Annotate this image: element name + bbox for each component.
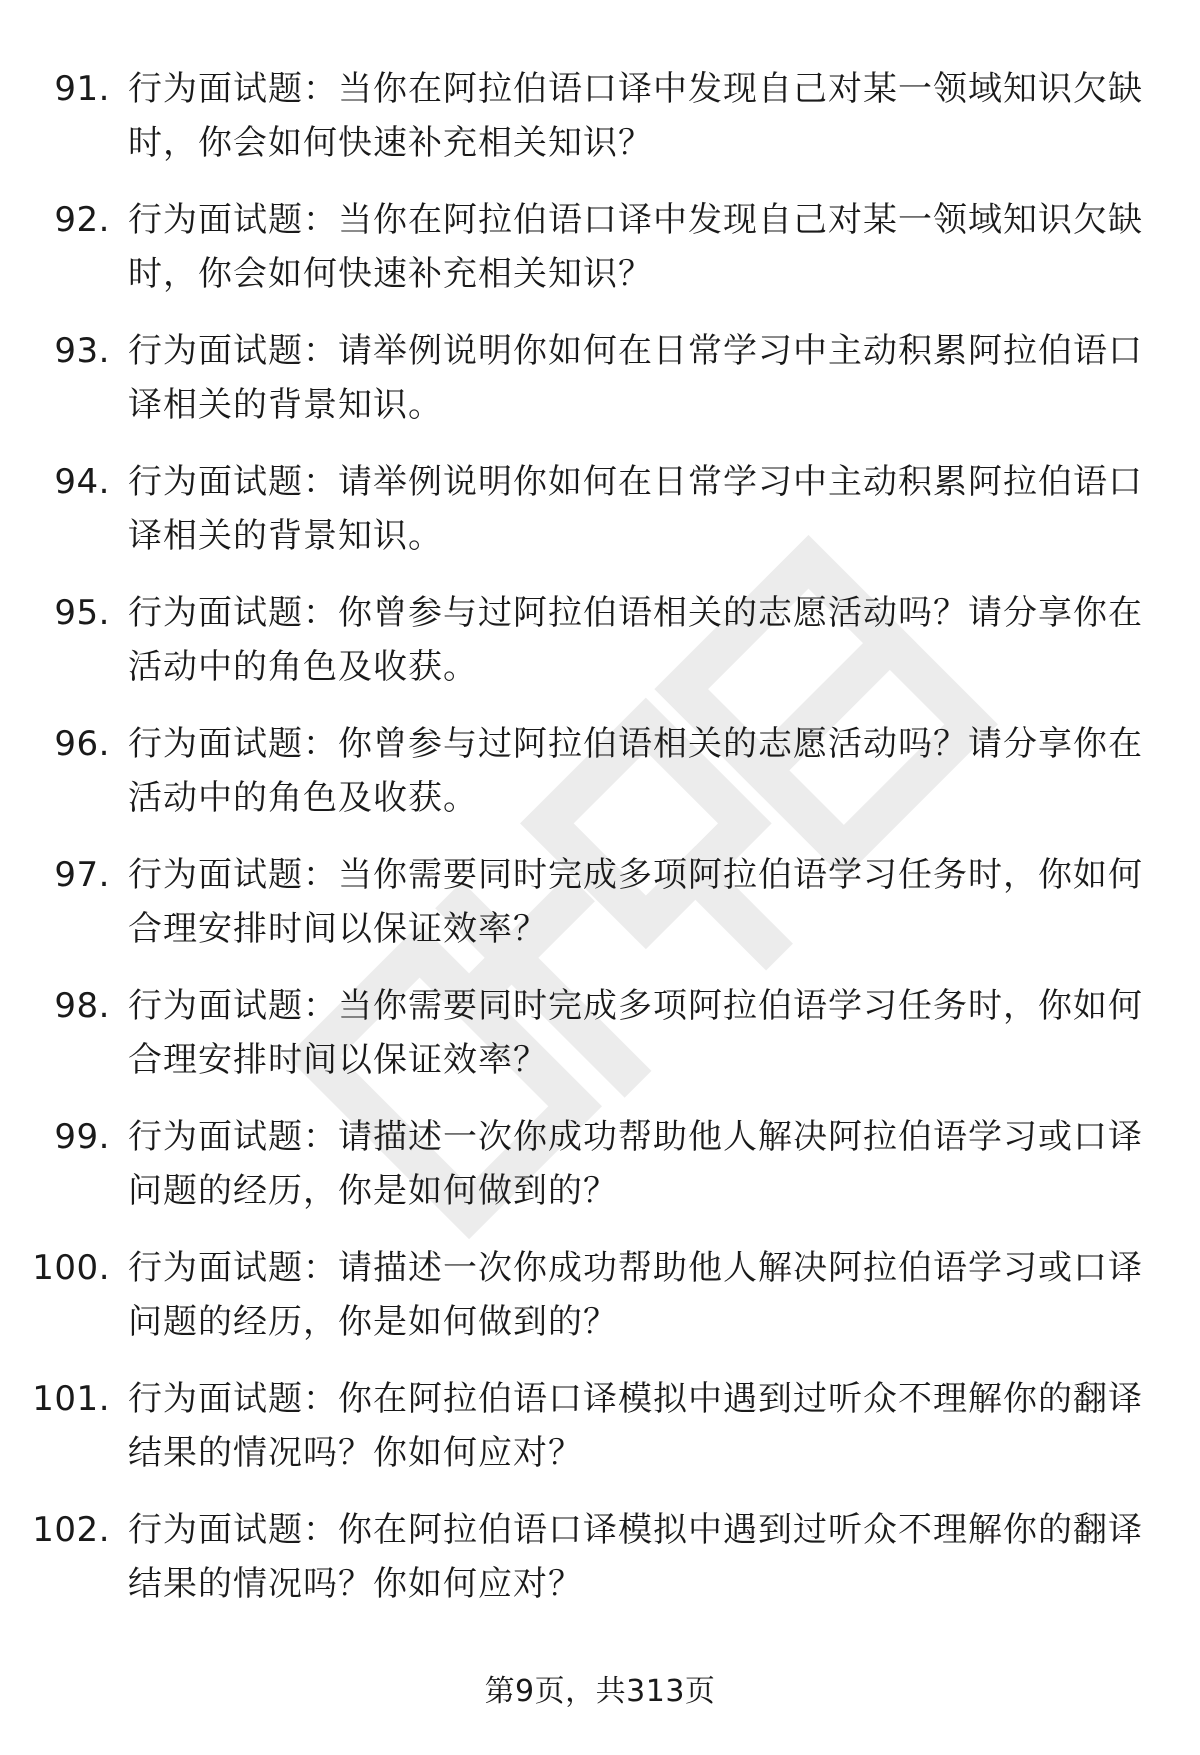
question-item [0,1241,1200,1372]
question-number: 94. [54,462,110,502]
question-text: 行为面试题：你曾参与过阿拉伯语相关的志愿活动吗？请分享你在活动中的角色及收获。 [128,724,1143,818]
question-number: 101. [32,1379,110,1419]
question-number: 98. [54,986,110,1026]
question-text: 行为面试题：请描述一次你成功帮助他人解决阿拉伯语学习或口译问题的经历，你是如何做到的？ [128,1117,1143,1211]
question-item [0,1372,1200,1503]
question-item [0,324,1200,455]
question-text: 行为面试题：你在阿拉伯语口译模拟中遇到过听众不理解你的翻译结果的情况吗？你如何应对？ [128,1379,1143,1473]
question-text: 行为面试题：请举例说明你如何在日常学习中主动积累阿拉伯语口译相关的背景知识。 [128,331,1143,425]
question-item [0,193,1200,324]
question-text: 行为面试题：当你需要同时完成多项阿拉伯语学习任务时，你如何合理安排时间以保证效率？ [128,986,1143,1080]
question-text: 行为面试题：当你在阿拉伯语口译中发现自己对某一领域知识欠缺时，你会如何快速补充相关知识？ [128,69,1143,163]
question-item [0,848,1200,979]
question-number: 99. [54,1117,110,1157]
question-item [0,717,1200,848]
question-text: 行为面试题：当你在阿拉伯语口译中发现自己对某一领域知识欠缺时，你会如何快速补充相关知识？ [128,200,1143,294]
question-number: 95. [54,593,110,633]
question-text: 行为面试题：请举例说明你如何在日常学习中主动积累阿拉伯语口译相关的背景知识。 [128,462,1143,556]
question-item [0,62,1200,193]
question-number: 96. [54,724,110,764]
question-text: 行为面试题：你在阿拉伯语口译模拟中遇到过听众不理解你的翻译结果的情况吗？你如何应对？ [128,1510,1143,1604]
question-text: 行为面试题：当你需要同时完成多项阿拉伯语学习任务时，你如何合理安排时间以保证效率？ [128,855,1143,949]
question-number: 100. [32,1248,110,1288]
question-number: 97. [54,855,110,895]
question-number: 93. [54,331,110,371]
question-item [0,455,1200,586]
question-text: 行为面试题：你曾参与过阿拉伯语相关的志愿活动吗？请分享你在活动中的角色及收获。 [128,593,1143,687]
question-number: 92. [54,200,110,240]
question-item [0,586,1200,717]
question-list [0,62,1200,1634]
page-indicator: 第9页，共313页 [484,1674,716,1709]
question-number: 102. [32,1510,110,1550]
question-number: 91. [54,69,110,109]
question-item [0,979,1200,1110]
question-item [0,1110,1200,1241]
question-text: 行为面试题：请描述一次你成功帮助他人解决阿拉伯语学习或口译问题的经历，你是如何做到的？ [128,1248,1143,1342]
question-item [0,1503,1200,1634]
